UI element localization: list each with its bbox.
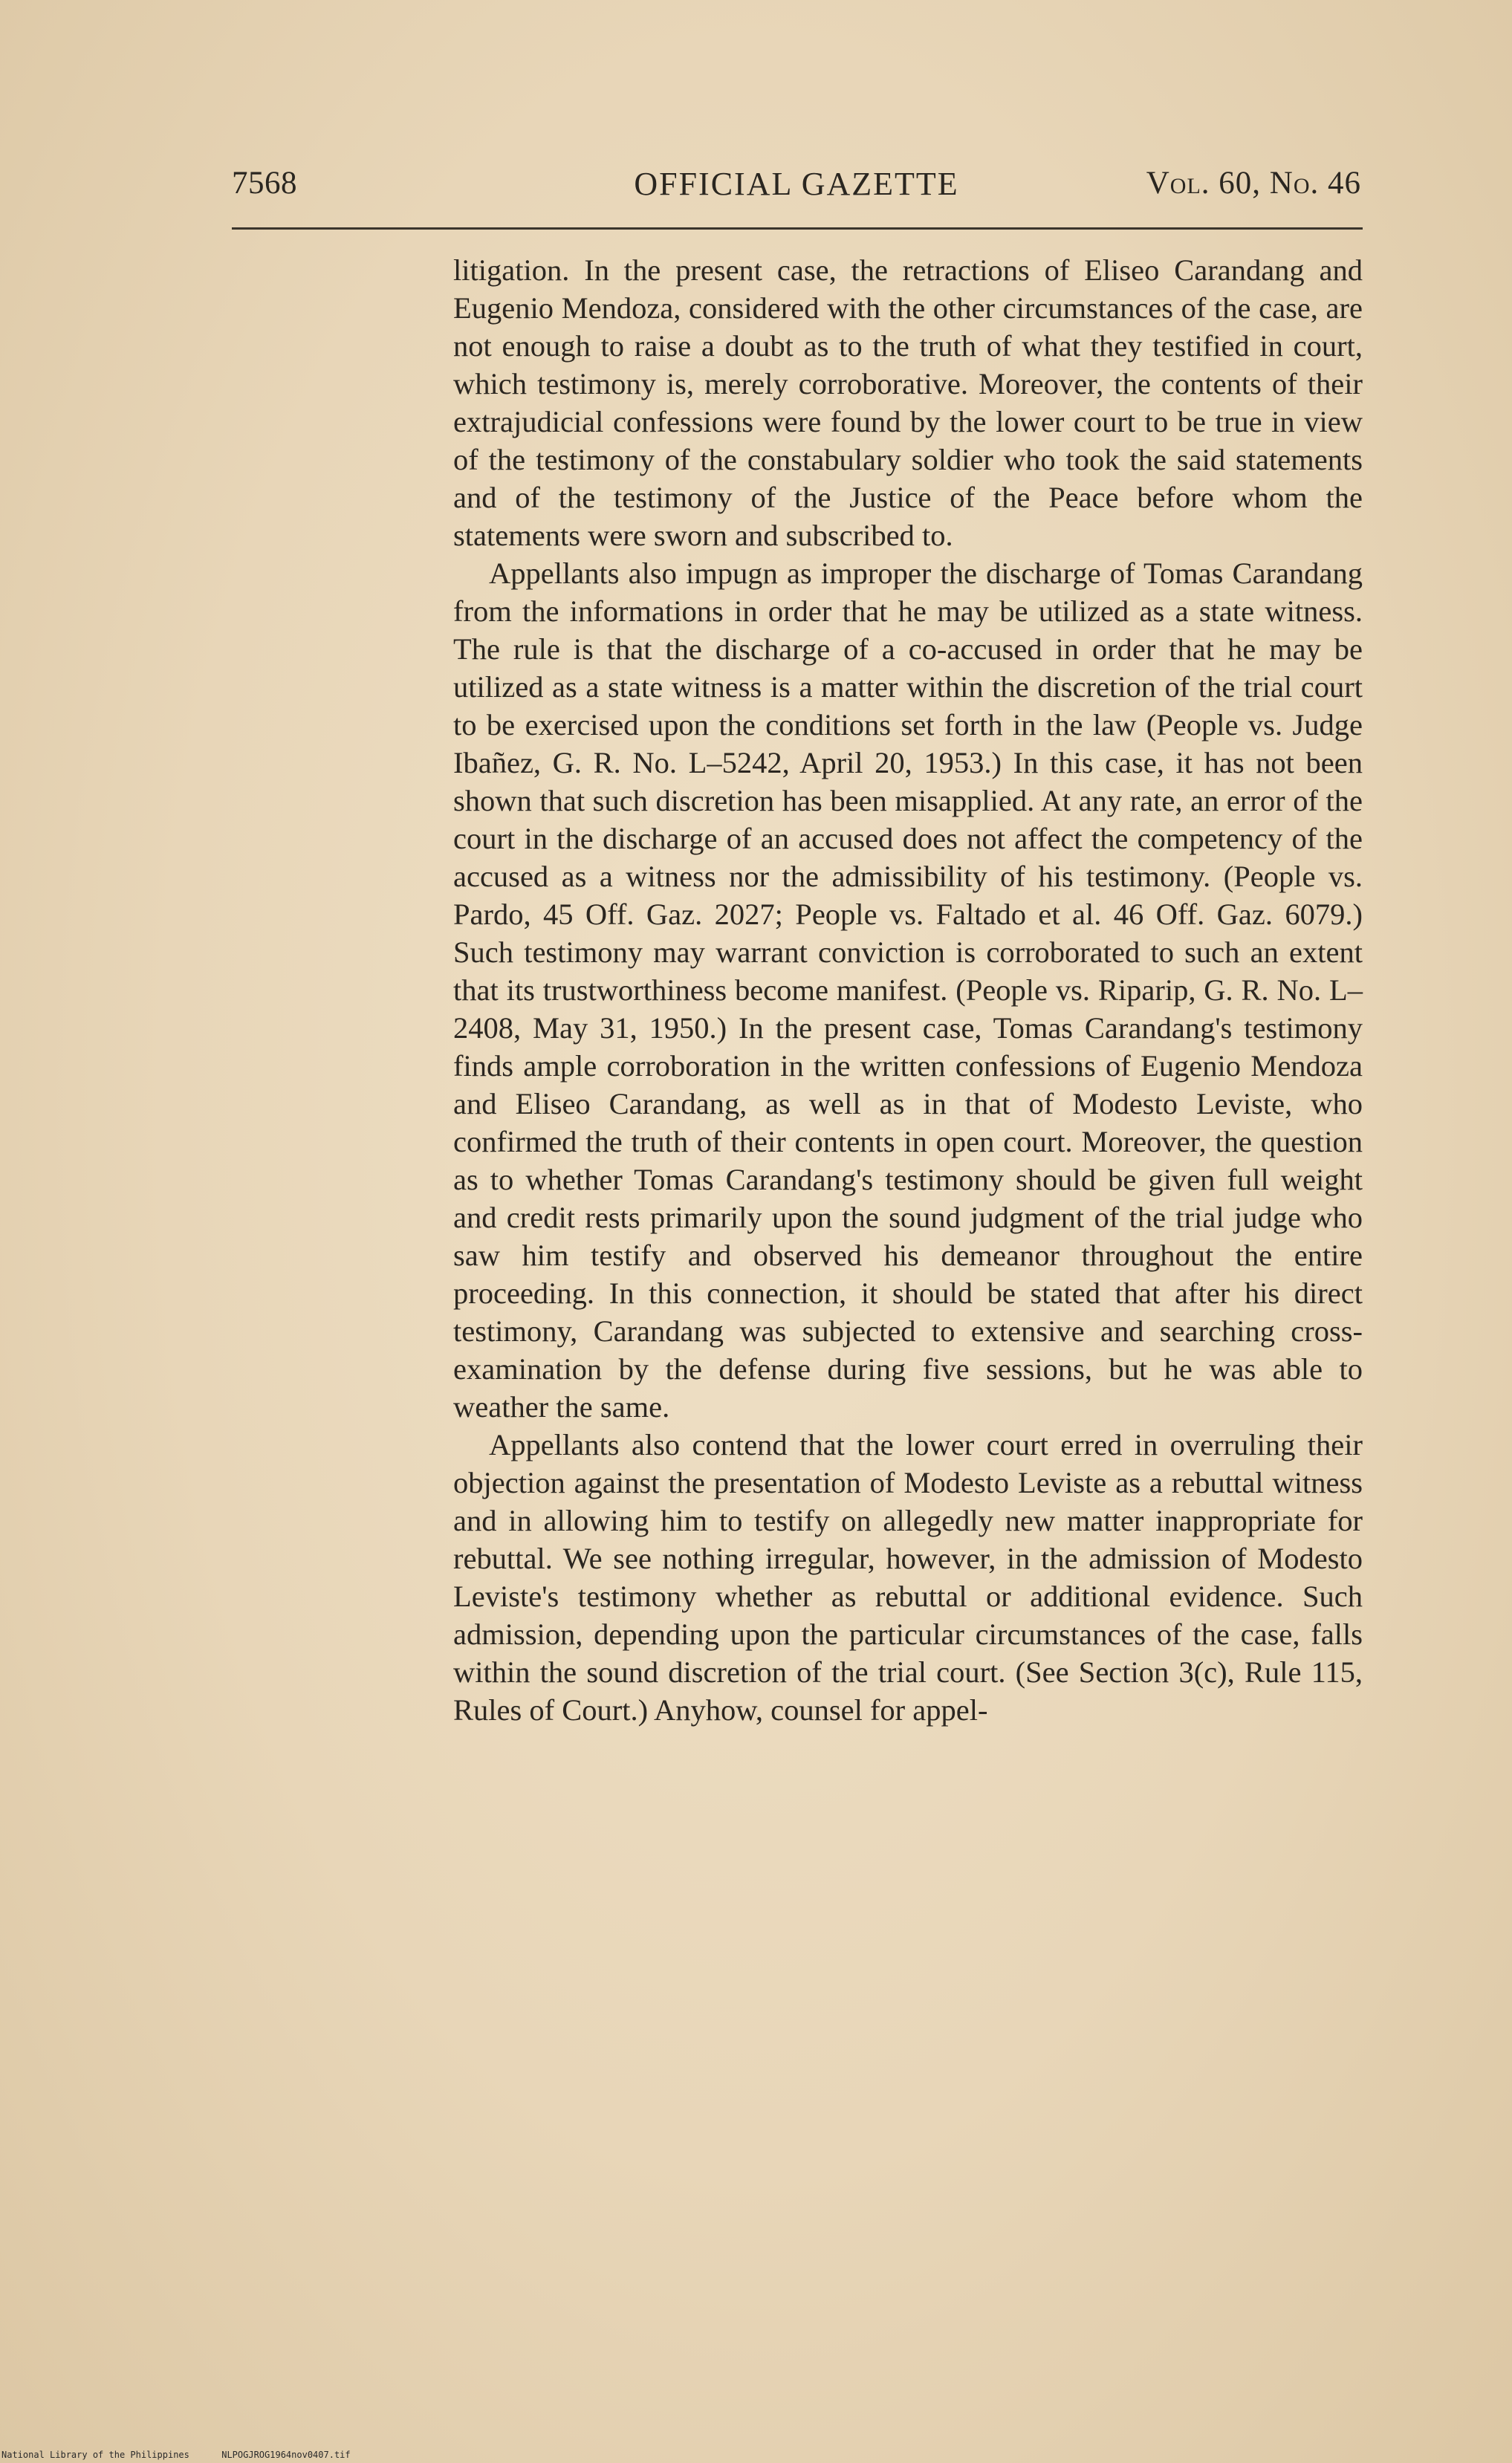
paragraph-state-witness: Appellants also impugn as improper the discharge of Tomas Carandang from the informations in order that he may be utilized as a state witness. The rule is that the discharge of a co-accused in order that he may be utilized as a state witness is a matter within the discretion of the trial court to be exercised upon the conditions set forth in the law (People vs. Judge Ibañez, G. R. No. L–5242, April 20, 1953.) In this case, it has not been shown that such discretion has been misapplied. At any rate, an error of the court in the discharge of an accused does not affect the competency of the accused as a witness nor the admissibility of his testimony. (People vs. Pardo, 45 Off. Gaz. 2027; People vs. Faltado et al. 46 Off. Gaz. 6079.) Such testimony may warrant conviction is corroborated to such an extent that its trustworthiness become manifest. (People vs. Riparip, G. R. No. L–2408, May 31, 1950.) In the present case, Tomas Carandang's testimony finds ample corroboration in the written confessions of Eugenio Mendoza and Eliseo Carandang, as well as in that of Modesto Leviste, who confirmed the truth of their contents in open court. Moreover, the question as to whether Tomas Carandang's testimony should be given full weight and credit rests primarily upon the sound judgment of the trial judge who saw him testify and observed his demeanor throughout the entire proceeding. In this connection, it should be stated that after his direct testimony, Carandang was subjected to extensive and searching cross-examination by the defense during five sessions, but he was able to weather the same. xyxy=(453,556,1363,1424)
page-header xyxy=(232,165,1361,217)
scan-footer xyxy=(1,2450,351,2460)
header-rule xyxy=(232,227,1363,230)
paragraph-rebuttal-witness: Appellants also contend that the lower court erred in overruling their objection against the presentation of Modesto Leviste as a rebuttal witness and in allowing him to testify on allegedly new matter inappropriate for rebuttal. We see nothing irregular, however, in the admission of Modesto Leviste's testimony whether as rebuttal or additional evidence. Such admission, depending upon the particular circumstances of the case, falls within the sound discretion of the trial court. (See Section 3(c), Rule 115, Rules of Court.) Anyhow, counsel for appel- xyxy=(453,1428,1363,1727)
page-number: 7568 xyxy=(232,166,297,201)
running-title: OFFICIAL GAZETTE xyxy=(634,166,959,202)
paragraph-continuation: litigation. In the present case, the retractions of Eliseo Carandang and Eugenio Mendoza, considered with the other circumstances of the case, are not enough to raise a doubt as to the truth of what they testified in court, which testimony is, merely corroborative. Moreover, the contents of their extrajudicial confessions were found by the lower court to be true in view of the testimony of the constabulary soldier who took the said statements and of the testimony of the Justice of the Peace before whom the statements were sworn and subscribed to. xyxy=(453,253,1363,552)
volume-info: Vol. 60, No. 46 xyxy=(1146,166,1361,201)
file-identifier: NLPOGJROG1964nov0407.tif xyxy=(221,2450,351,2460)
library-credit: National Library of the Philippines xyxy=(1,2450,189,2460)
body-text xyxy=(453,251,1363,1729)
